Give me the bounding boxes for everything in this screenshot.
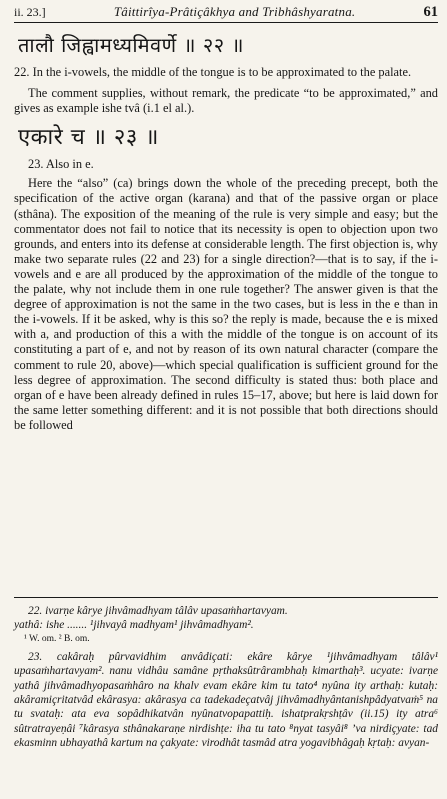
- rule-22-comment: The comment supplies, without remark, the predicate “to be approximated,” and gives as example ishe tvâ (i.1 el al.).: [14, 86, 438, 116]
- note-23: 23. cakâraḥ pûrvavidhim anvâdiçati: ekâre kârye ¹jihvâmadhyam tâlâv¹ upasaṁhartavyam². nanu vidhâu samâne pṛthaksûtrârambhaḥ kimarthaḥ³. ucyate: ivarṇe yathâ jihvâmadhyopasaṁhâro na khalv evam ekâre kim tu tato⁴ nyûna ity arthaḥ: kutaḥ: akâramiçritatvâd ekârasya: akârasya ca tadekadeçatvâj jihvâmadhyântanishpâdyatvaṁ⁵ na tu svataḥ: ata eva sopâdhikatvân nyûnatvopapattiḥ. ishatprakṛshṭâv (ii.15) ity atra⁶ sûtratrayeṇâi ⁷kârasya sthânakaraṇe nirdishṭe: iha tu tato ⁸nyat tasyâi⁸ ’va nirdiçyate: tad ekasminn ubhayathâ kartum na çakyate: virodhât tasmâd atra yogavibhâgaḥ kṛtaḥ: avyan-: [14, 650, 438, 750]
- rule-23-commentary: Here the “also” (ca) brings down the whole of the preceding precept, both the specification of the active organ (karana) and that of the passive organ or place (sthâna). The exposition of the meaning of the rule is very simple and easy; but the commentator does not fail to notice that its necessity is open to objection upon two grounds, and enters into its defense at considerable length. The first objection is, why make two separate rules (22 and 23) for a single direction?—that is to say, if the i-vowels and e are all produced by the approximation of the middle of the tongue to the palate, why not include them in one rule together? The answer given is that the degree of approximation is not the same in the two cases, but is less in the e than in the i-vowels. If it be asked, why is this so? the reply is made, because the e is mixed with a, and production of this a with the middle of the tongue is on account of its constituting a part of e, and not by reason of its own natural character (compare the comment to rule 20, above)—which special qualification is sufficient ground for the less degree of approximation. The second difficulty is stated thus: both place and organ of e have been already defined in rules 15–17, above; but here is laid down for the same letter something different: and it is not possible that both directions should be followed: [14, 176, 438, 432]
- running-header: [14, 4, 438, 23]
- rule-23-sanskrit: एकारे च ॥ २३ ॥: [18, 125, 159, 151]
- notes-divider: [14, 597, 438, 598]
- rule-22-sanskrit: तालौ जिह्वामध्यमिवर्णे ॥ २२ ॥: [18, 33, 244, 57]
- rule-23-translation: 23. Also in e.: [28, 157, 94, 172]
- footnotes: ¹ W. om. ² B. om.: [24, 633, 90, 644]
- commentary-notes: [14, 597, 438, 751]
- rule-22-translation: 22. In the i-vowels, the middle of the tongue is to be approximated to the palate.: [14, 65, 412, 79]
- running-title: Tâittirîya-Prâtiçâkhya and Tribhâshyaratna.: [113, 4, 356, 19]
- section-ref: ii. 23.]: [14, 5, 46, 19]
- page-number: 61: [423, 4, 438, 20]
- book-page: [14, 4, 438, 433]
- note-22-line-1: 22. ivarṇe kârye jihvâmadhyam tâlâv upasaṁhartavyam.: [28, 605, 288, 617]
- note-22-line-2: yathâ: ishe ....... ¹jihvayâ madhyam¹ jihvâmadhyam².: [14, 619, 254, 632]
